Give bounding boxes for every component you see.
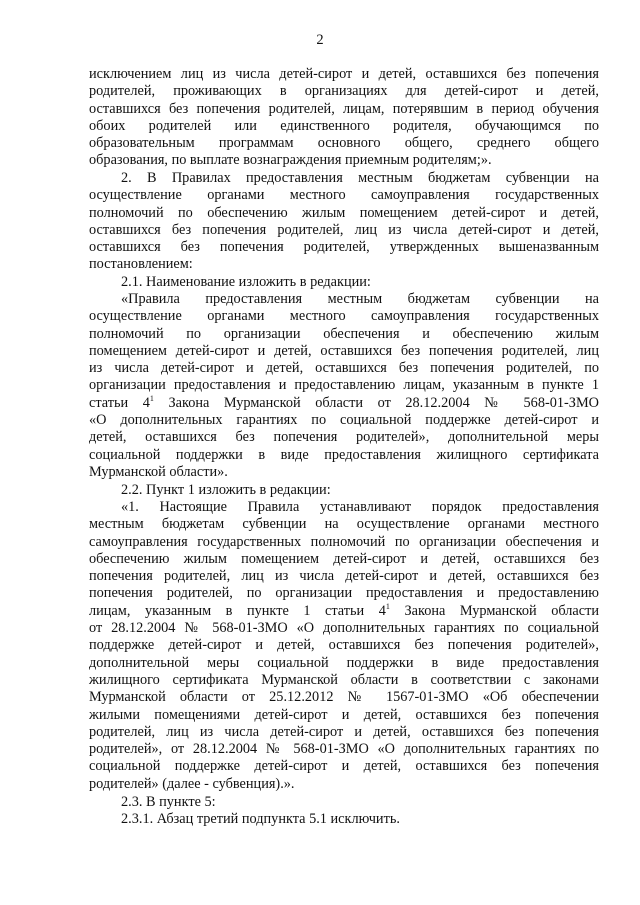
text-line: [89, 326, 599, 343]
line-text: оставшихся без попечения родителей, лицам, потерявшим в период обучения: [89, 100, 599, 117]
line-text: местным бюджетам субвенции на осуществление органами местного: [89, 516, 599, 533]
text-line: [89, 603, 599, 620]
line-text: родителей, лиц из числа детей-сирот и детей, оставшихся без попечения: [89, 723, 599, 740]
paragraph-2-3: [89, 794, 599, 811]
line-text: родителей» (далее - субвенция).».: [89, 775, 295, 792]
text-line: [89, 534, 599, 551]
line-text: 2. В Правилах предоставления местным бюджетам субвенции на: [121, 170, 599, 186]
text-line: [89, 620, 599, 637]
text-line: [89, 222, 599, 239]
text-line: [89, 101, 599, 118]
line-text: «1. Настоящие Правила устанавливают порядок предоставления: [121, 499, 599, 515]
line-text: самоуправления государственных полномочий по организации обеспечения и: [89, 533, 599, 550]
text-line: [89, 758, 599, 775]
text-line: [89, 482, 599, 499]
text-line: [89, 135, 599, 152]
text-line: [89, 187, 599, 204]
line-text: «Правила предоставления местным бюджетам субвенции на: [121, 291, 599, 307]
line-text: жилыми помещениями детей-сирот и детей, оставшихся без попечения: [89, 706, 599, 723]
text-line: [89, 118, 599, 135]
line-text: постановлением:: [89, 256, 193, 273]
text-line: [89, 447, 599, 464]
line-text-tail: Закона Мурманской области: [389, 602, 599, 619]
paragraph-2-1-quote: [89, 291, 599, 481]
paragraph-2: [89, 170, 599, 274]
text-line: [89, 66, 599, 83]
text-line: [89, 794, 599, 811]
page-number: 2: [316, 32, 324, 48]
line-text: помещением детей-сирот и детей, оставшихся без попечения родителей, лиц: [89, 342, 599, 359]
text-line: [89, 499, 599, 516]
text-line: [89, 170, 599, 187]
line-text: «О дополнительных гарантиях по социальной поддержке детей-сирот и: [89, 412, 599, 429]
text-line: [89, 464, 599, 481]
line-text: полномочий по организации обеспечения и обеспечению жилым: [89, 325, 599, 342]
line-text: оставшихся без попечения родителей, утвержденных вышеназванным: [89, 239, 599, 256]
line-text: от 28.12.2004 № 568-01-ЗМО «О дополнительных гарантиях по социальной: [89, 620, 599, 637]
line-text: родителей, проживающих в организациях для детей-сирот и детей,: [89, 83, 599, 100]
text-line: [89, 205, 599, 222]
text-line: [89, 256, 599, 273]
line-text: 2.3. В пункте 5:: [121, 794, 216, 810]
text-line: [89, 776, 599, 793]
line-text: Мурманской области».: [89, 463, 228, 480]
line-text: из числа детей-сирот и детей, оставшихся без попечения родителей, по: [89, 360, 599, 377]
superscript: 1: [385, 601, 390, 611]
line-text: оставшихся без попечения родителей, лиц из числа детей-сирот и детей,: [89, 221, 599, 238]
text-line: [89, 429, 599, 446]
text-line: [89, 343, 599, 360]
text-line: [89, 360, 599, 377]
text-line: [89, 637, 599, 654]
line-text: социальной поддержке детей-сирот и детей, оставшихся без попечения: [89, 758, 599, 775]
line-text: попечения родителей, по организации предоставления и предоставлению: [89, 585, 599, 602]
line-text: осуществление органами местного самоуправления государственных: [89, 308, 599, 325]
line-text: поддержке детей-сирот и детей, оставшихся без попечения родителей»,: [89, 637, 599, 654]
line-text: социальной поддержки в виде предоставления жилищного сертификата: [89, 446, 599, 463]
line-text: 2.2. Пункт 1 изложить в редакции:: [121, 482, 331, 498]
line-text: 2.3.1. Абзац третий подпункта 5.1 исключить.: [121, 811, 400, 827]
text-line: [89, 395, 599, 412]
line-text: осуществление органами местного самоуправления государственных: [89, 187, 599, 204]
text-line: [89, 741, 599, 758]
line-text: образования, по выплате вознаграждения приемным родителям;».: [89, 152, 492, 169]
line-text: обоих родителей или единственного родителя, обучающимся по: [89, 117, 599, 134]
text-line: [89, 689, 599, 706]
paragraph-2-1: [89, 274, 599, 291]
text-line: [89, 274, 599, 291]
text-line: [89, 551, 599, 568]
text-line: [89, 152, 599, 169]
text-line: [89, 568, 599, 585]
paragraph-2-2-quote: [89, 499, 599, 793]
text-line: [89, 707, 599, 724]
text-line: [89, 377, 599, 394]
line-text: статьи 4: [89, 394, 150, 411]
paragraph-2-2: [89, 482, 599, 499]
superscript: 1: [149, 393, 154, 403]
line-text: 2.1. Наименование изложить в редакции:: [121, 274, 371, 290]
text-line: [89, 585, 599, 602]
paragraph-2-3-1: [89, 811, 599, 828]
line-text: образовательным программам основного общего, среднего общего: [89, 135, 599, 152]
line-text: обеспечению жилым помещением детей-сирот и детей, оставшихся без: [89, 550, 599, 567]
text-line: [89, 291, 599, 308]
text-line: [89, 412, 599, 429]
text-line: [89, 655, 599, 672]
line-text: попечения родителей, лиц из числа детей-сирот и детей, оставшихся без: [89, 568, 599, 585]
text-line: [89, 239, 599, 256]
line-text: дополнительной меры социальной поддержки в виде предоставления: [89, 654, 599, 671]
text-line: [89, 811, 599, 828]
paragraph-continuation: [89, 66, 599, 170]
text-line: [89, 724, 599, 741]
line-text: детей, оставшихся без попечения родителей», дополнительной меры: [89, 429, 599, 446]
line-text: лицам, указанным в пункте 1 статьи 4: [89, 602, 386, 619]
line-text: организации предоставления и предоставлению лицам, указанным в пункте 1: [89, 377, 599, 394]
text-line: [89, 83, 599, 100]
line-text: исключением лиц из числа детей-сирот и детей, оставшихся без попечения: [89, 66, 599, 82]
line-text: жилищного сертификата Мурманской области в соответствии с законами: [89, 671, 599, 688]
line-text: полномочий по обеспечению жилым помещением детей-сирот и детей,: [89, 204, 599, 221]
text-line: [89, 308, 599, 325]
text-line: [89, 672, 599, 689]
line-text: родителей», от 28.12.2004 № 568-01-ЗМО «О дополнительных гарантиях по: [89, 741, 599, 758]
line-text-tail: Закона Мурманской области от 28.12.2004 № 568-01-ЗМО: [153, 394, 599, 411]
line-text: Мурманской области от 25.12.2012 № 1567-01-ЗМО «Об обеспечении: [89, 689, 599, 706]
text-line: [89, 516, 599, 533]
